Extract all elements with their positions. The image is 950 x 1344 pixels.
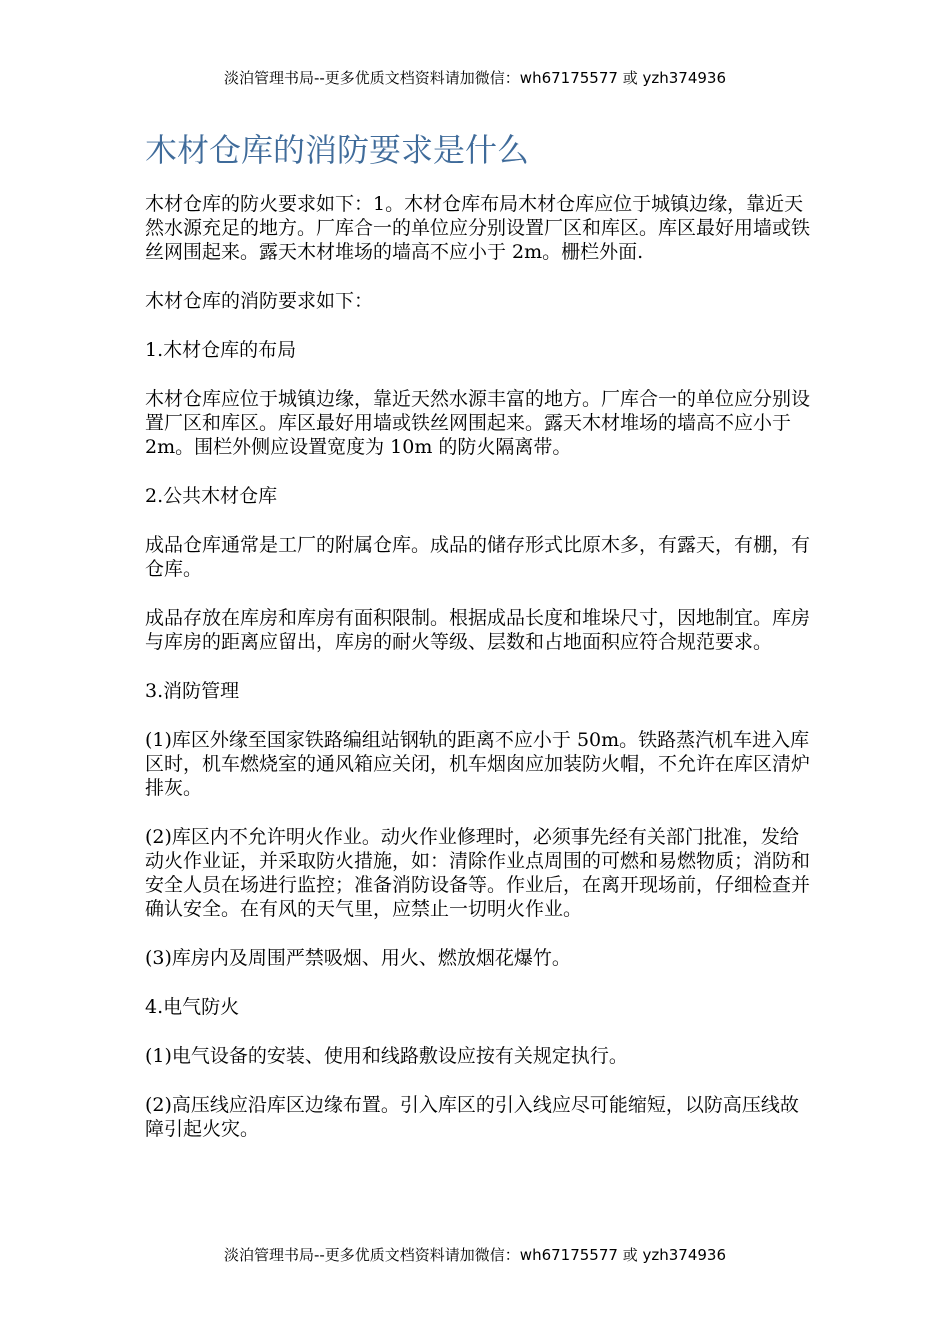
list-item-high-voltage: (2)高压线应沿库区边缘布置。引入库区的引入线应尽可能缩短，以防高压线故障引起火灾。 <box>145 1094 799 1140</box>
list-item-no-smoking: (3)库房内及周围严禁吸烟、用火、燃放烟花爆竹。 <box>145 947 571 969</box>
section-heading-electrical: 4.电气防火 <box>145 996 240 1018</box>
list-item-open-flame: (2)库区内不允许明火作业。动火作业修理时，必须事先经有关部门批准，发给动火作业证，并采取防火措施，如：清除作业点周围的可燃和易燃物质；消防和安全人员在场进行监控；准备消防设备等。作业后，在离开现场前，仔细检查并确认安全。在有风的天气里，应禁止一切明火作业。 <box>145 826 811 920</box>
list-item-railway-distance: (1)库区外缘至国家铁路编组站钢轨的距离不应小于 50m。铁路蒸汽机车进入库区时，机车燃烧室的通风箱应关闭，机车烟囱应加装防火帽，不允许在库区清炉排灰。 <box>145 729 811 799</box>
section-heading-layout: 1.木材仓库的布局 <box>145 339 297 361</box>
paragraph-finished-goods: 成品仓库通常是工厂的附属仓库。成品的储存形式比原木多，有露天，有棚，有仓库。 <box>145 534 811 580</box>
document-title: 木材仓库的消防要求是什么 <box>145 131 530 169</box>
list-item-electrical-install: (1)电气设备的安装、使用和线路敷设应按有关规定执行。 <box>145 1045 628 1067</box>
section-heading-public-warehouse: 2.公共木材仓库 <box>145 485 278 507</box>
paragraph-storage-limits: 成品存放在库房和库房有面积限制。根据成品长度和堆垛尺寸，因地制宜。库房与库房的距离应留出，库房的耐火等级、层数和占地面积应符合规范要求。 <box>145 607 811 653</box>
section-heading-fire-management: 3.消防管理 <box>145 680 240 702</box>
paragraph-intro: 木材仓库的防火要求如下：1。木材仓库布局木材仓库应位于城镇边缘，靠近天然水源充足的地方。厂库合一的单位应分别设置厂区和库区。库区最好用墙或铁丝网围起来。露天木材堆场的墙高不应小于 2m。栅栏外面. <box>145 193 811 263</box>
page-footer: 淡泊管理书局--更多优质文档资料请加微信：wh67175577 或 yzh374936 <box>223 1246 726 1264</box>
paragraph-requirements-lead: 木材仓库的消防要求如下： <box>145 290 374 312</box>
document-body <box>145 128 810 1166</box>
page-header: 淡泊管理书局--更多优质文档资料请加微信：wh67175577 或 yzh374936 <box>223 69 726 87</box>
paragraph-layout: 木材仓库应位于城镇边缘，靠近天然水源丰富的地方。厂库合一的单位应分别设置厂区和库区。库区最好用墙或铁丝网围起来。露天木材堆场的墙高不应小于 2m。围栏外侧应设置宽度为 10m 的防火隔离带。 <box>145 388 811 458</box>
